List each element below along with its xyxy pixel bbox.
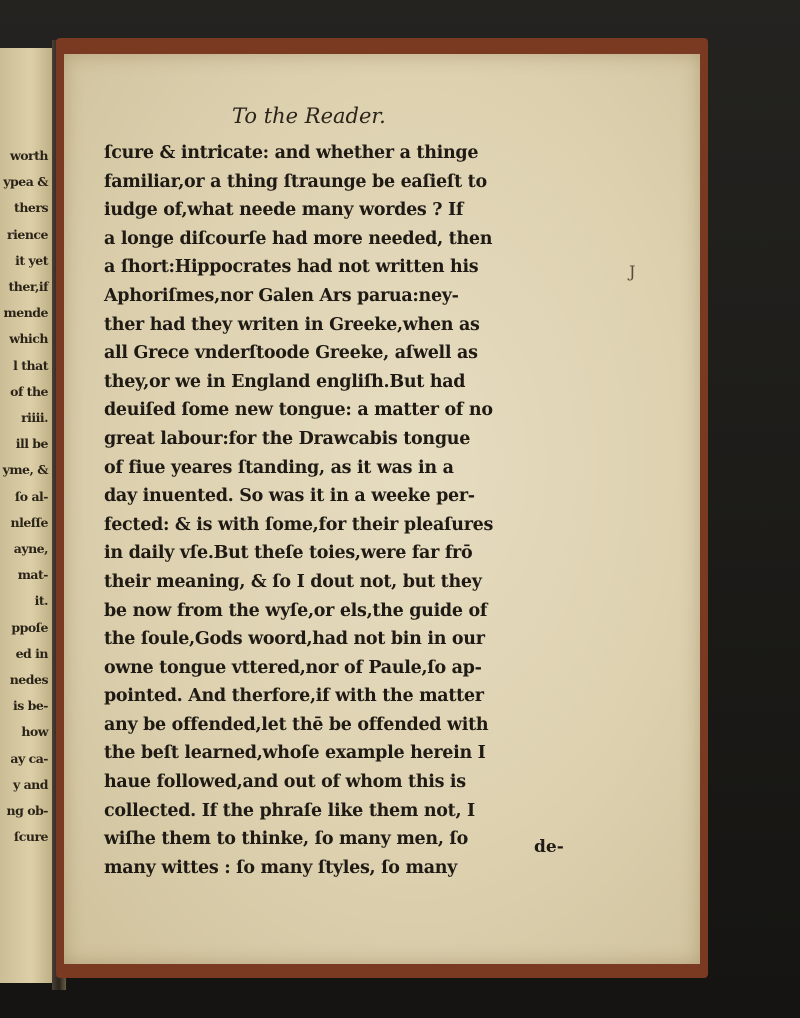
left-page-fragment: which <box>9 331 48 347</box>
left-page-fragment: ypea & <box>3 174 48 190</box>
text-line: fected: & is with ſome,for their pleaſures <box>104 514 493 535</box>
left-page-fragment: ay ca- <box>10 750 48 766</box>
left-page-fragment: l that <box>13 357 48 373</box>
left-page-fragment: ayne, <box>13 541 48 556</box>
left-page-fragment: ill be <box>15 436 48 452</box>
text-line: ther had they writen in Greeke,when as <box>104 314 480 335</box>
left-page-fragment: ſcure <box>13 829 48 845</box>
left-page-fragment: ther,if <box>8 279 48 294</box>
left-page-fragment: nedes <box>9 672 48 687</box>
left-page-fragment: mende <box>3 305 48 321</box>
text-line: pointed. And therfore,if with the matter <box>104 686 484 707</box>
left-page-fragment: is be- <box>12 698 48 714</box>
text-line: Aphoriſmes,nor Galen Ars parua:ney- <box>104 285 459 306</box>
left-page-fragment: worth <box>9 148 48 163</box>
text-line: iudge of,what neede many wordes ? If <box>104 200 464 221</box>
text-line: collected. If the phraſe like them not, I <box>104 800 475 821</box>
body-text <box>104 139 604 882</box>
catchword: de- <box>534 837 564 857</box>
running-head: To the Reader. <box>232 104 386 128</box>
left-page-fragment: y and <box>12 776 48 792</box>
margin-mark: J <box>629 262 636 281</box>
text-line: any be offended,let thē be offended with <box>104 714 489 735</box>
left-page-fragment: rience <box>7 226 48 242</box>
text-line: familiar,or a thing ſtraunge be eaſieſt to <box>104 171 487 192</box>
text-line: wiſhe them to thinke, ſo many men, ſo <box>104 829 469 850</box>
text-line: ſcure & intricate: and whether a thinge <box>104 143 479 163</box>
text-line: haue followed,and out of whom this is <box>104 772 466 793</box>
text-line: a longe diſcourſe had more needed, then <box>104 228 493 249</box>
text-line: the beſt learned,whoſe example herein I <box>104 743 486 764</box>
text-line: they,or we in England engliſh.But had <box>104 371 466 392</box>
text-line: day inuented. So was it in a weeke per- <box>104 486 475 507</box>
text-line: a ſhort:Hippocrates had not written his <box>104 257 479 278</box>
text-line: many wittes : ſo many ſtyles, ſo many <box>104 857 458 878</box>
left-page-fragment: it yet <box>15 252 48 268</box>
text-line: great labour:for the Drawcabis tongue <box>104 428 471 449</box>
left-page-fragment: ſo al- <box>14 488 48 504</box>
left-page-fragment: yme, & <box>2 462 48 478</box>
left-page-fragment: how <box>21 724 48 740</box>
text-line: all Grece vnderſtoode Greeke, aſwell as <box>104 343 478 364</box>
text-line: deuiſed ſome new tongue: a matter of no <box>104 400 493 421</box>
left-page-fragment: mat- <box>17 567 48 583</box>
text-line: their meaning, & ſo I dout not, but they <box>104 571 482 592</box>
left-page-fragment: it. <box>34 593 48 609</box>
left-page-fragment: ppoſe <box>11 619 48 635</box>
left-facing-page <box>0 48 56 983</box>
left-page-fragment: nleſſe <box>10 514 48 530</box>
left-page-fragment: riiii. <box>21 410 48 425</box>
text-line: in daily vſe.But theſe toies,were far frō <box>104 543 473 564</box>
text-line: owne tongue vttered,nor of Paule,ſo ap- <box>104 657 482 678</box>
left-page-fragment: thers <box>14 200 48 216</box>
left-page-fragment: ed in <box>15 645 48 661</box>
left-page-fragment: of the <box>10 383 48 399</box>
right-page <box>64 54 700 964</box>
text-line: the ſoule,Gods woord,had not bin in our <box>104 629 485 650</box>
left-page-fragment: ng ob- <box>6 803 48 818</box>
text-line: be now from the wyſe,or els,the guide of <box>104 600 488 621</box>
text-line: of fiue yeares ſtanding, as it was in a <box>104 457 454 478</box>
